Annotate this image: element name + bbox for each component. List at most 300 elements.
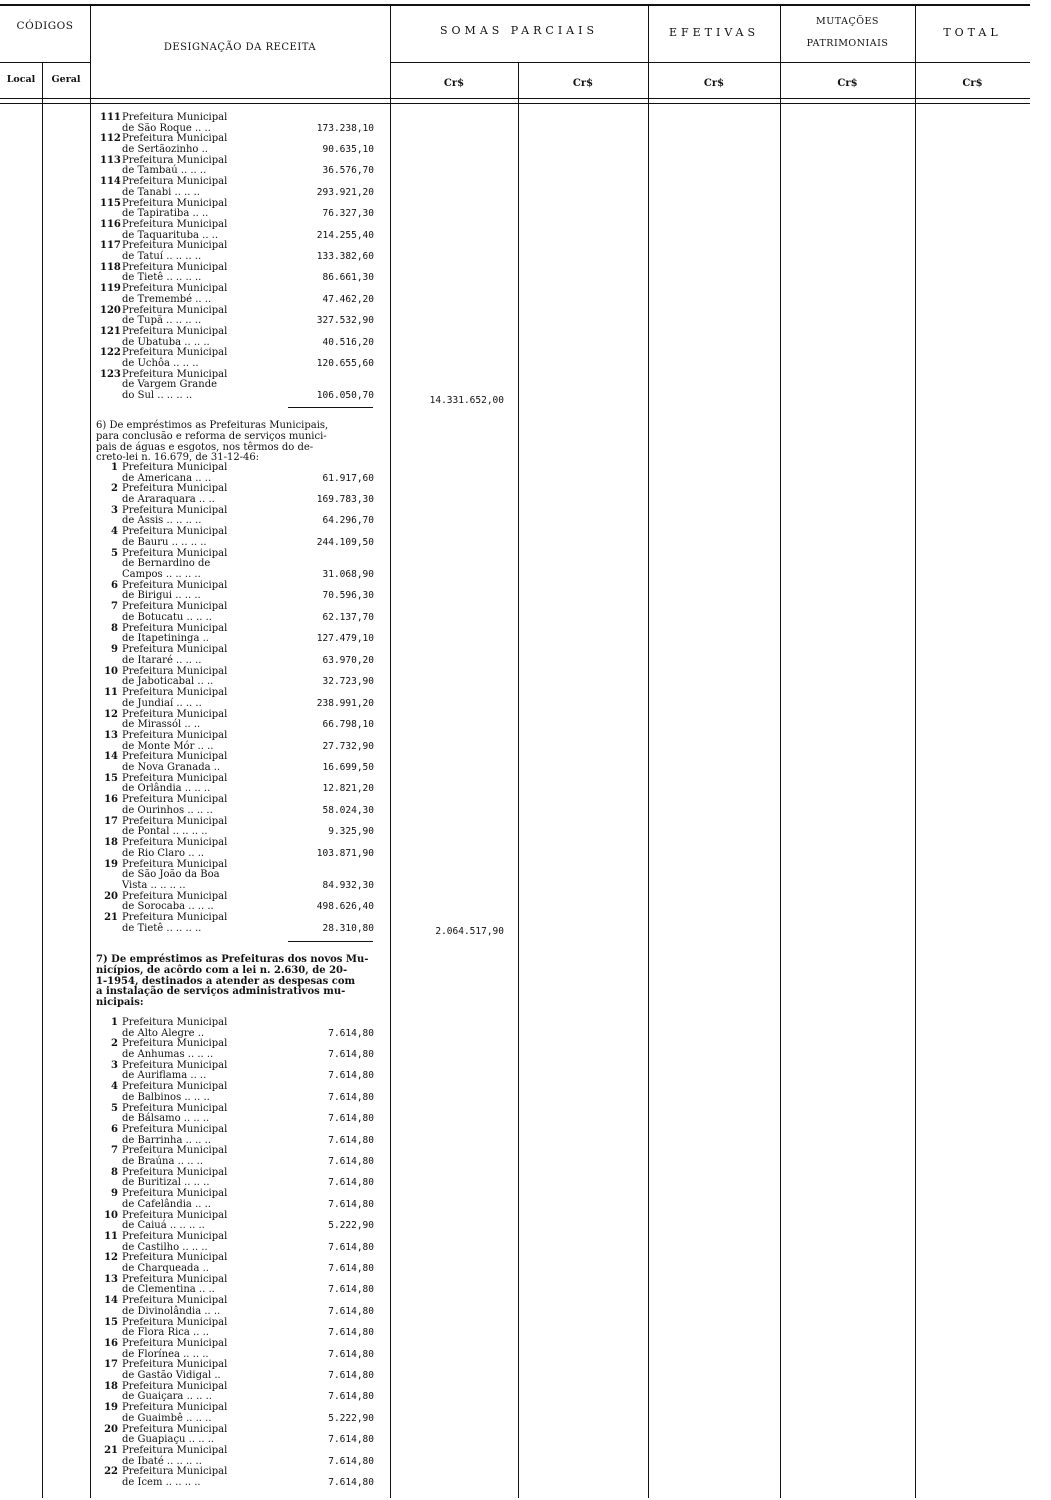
item-name-line: Prefeitura Municipal: [122, 708, 228, 720]
list-item: [100, 484, 400, 505]
item-value: 36.576,70: [322, 165, 374, 177]
item-name-line: Prefeitura Municipal: [122, 687, 228, 699]
unit-label: Cr$: [572, 78, 594, 89]
item-name-line: de Rio Claro .. ..: [122, 847, 205, 859]
item-name: [122, 241, 262, 262]
item-value: 5.222,90: [328, 1412, 374, 1424]
list-item: [100, 463, 400, 484]
item-name: [122, 306, 262, 327]
item-name-line: Prefeitura Municipal: [122, 1338, 228, 1349]
item-name-line: de Florínea .. .. ..: [122, 1348, 209, 1360]
item-name-line: de Gastão Vidigal ..: [122, 1369, 221, 1381]
item-name-line: Vista .. .. .. ..: [122, 879, 186, 891]
item-name: [122, 581, 262, 602]
list-item: [100, 348, 400, 369]
item-name: [122, 527, 262, 548]
item-name: [122, 838, 262, 859]
item-name-line: Prefeitura Municipal: [122, 1166, 228, 1178]
item-value: 120.655,60: [316, 357, 374, 369]
item-name-line: de São Roque .. ..: [122, 122, 211, 134]
item-number: 19: [104, 1402, 118, 1414]
subtotal-rule: [288, 407, 373, 408]
item-value: 7.614,80: [328, 1305, 374, 1317]
item-name-line: Prefeitura Municipal: [122, 197, 228, 209]
item-name-line: de Icem .. .. .. ..: [122, 1476, 201, 1488]
item-number: 15: [104, 1316, 118, 1328]
item-number: 4: [111, 526, 118, 538]
list-item: [100, 892, 400, 913]
item-number: 6: [111, 579, 118, 591]
list-item: [100, 1296, 400, 1317]
item-name: [122, 156, 262, 177]
item-name: [122, 774, 262, 795]
item-number: 123: [100, 368, 121, 380]
item-name-line: de Auriflama .. ..: [122, 1070, 207, 1082]
item-number: 11: [104, 1231, 118, 1242]
item-name: [122, 1168, 262, 1189]
paragraph-line: creto-lei n. 16.679, de 31-12-46:: [96, 452, 260, 464]
item-number: 13: [104, 730, 118, 741]
item-name-line: de Jundiaí .. .. ..: [122, 697, 202, 709]
header-designacao: DESIGNAÇÃO DA RECEITA: [163, 42, 317, 53]
item-name: [122, 177, 262, 198]
item-number: 3: [111, 1059, 118, 1071]
list-item: [100, 581, 400, 602]
item-number: 12: [104, 708, 118, 720]
item-number: 7: [111, 1145, 118, 1157]
item-value: 7.614,80: [328, 1113, 374, 1125]
list-item: [100, 667, 400, 688]
item-name: [122, 327, 262, 348]
item-name-line: de Assis .. .. .. ..: [122, 515, 202, 527]
item-number: 20: [104, 1423, 118, 1435]
item-value: 103.871,90: [316, 847, 374, 859]
item-name-line: de Jaboticabal .. ..: [122, 676, 214, 688]
item-number: 10: [104, 665, 118, 677]
item-name-line: Prefeitura Municipal: [122, 1273, 228, 1285]
header-somas-parciais: SOMAS PARCIAIS: [440, 24, 598, 37]
item-value: 244.109,50: [316, 536, 374, 548]
item-name-line: de Barrinha .. .. ..: [122, 1134, 212, 1146]
item-name-line: Prefeitura Municipal: [122, 912, 228, 924]
item-value: 7.614,80: [328, 1369, 374, 1381]
list-item: [100, 370, 400, 402]
list-item: [100, 1061, 400, 1082]
list-item: [100, 1339, 400, 1360]
item-name: [122, 667, 262, 688]
item-name: [122, 113, 262, 134]
item-name-line: Prefeitura Municipal: [122, 1059, 228, 1071]
item-name: [122, 284, 262, 305]
item-value: 7.614,80: [328, 1070, 374, 1082]
item-number: 16: [104, 1338, 118, 1349]
item-number: 1: [111, 1017, 118, 1028]
item-value: 84.932,30: [322, 879, 374, 891]
item-value: 7.614,80: [328, 1134, 374, 1146]
item-name-line: de Itapetininga ..: [122, 633, 209, 645]
item-value: 32.723,90: [322, 676, 374, 688]
item-number: 117: [100, 240, 121, 252]
list-item: [100, 624, 400, 645]
item-name-line: Prefeitura Municipal: [122, 1231, 228, 1242]
header-efetivas: EFETIVAS: [668, 26, 760, 39]
item-name-line: Prefeitura Municipal: [122, 1124, 228, 1135]
item-value: 293.921,20: [316, 186, 374, 198]
item-number: 111: [100, 112, 121, 123]
unit-label: Cr$: [837, 78, 858, 89]
list-item: [100, 1189, 400, 1210]
item-name-line: de Guaiçara .. .. ..: [122, 1391, 212, 1403]
item-number: 3: [111, 504, 118, 516]
item-name-line: Prefeitura Municipal: [122, 601, 228, 613]
item-name-line: de Castilho .. .. ..: [122, 1241, 208, 1253]
item-name-line: Prefeitura Municipal: [122, 730, 228, 741]
column-rule: [915, 4, 916, 1498]
item-name: [122, 624, 262, 645]
list-item: [100, 1425, 400, 1446]
item-name-line: Prefeitura Municipal: [122, 347, 228, 359]
list-item: [100, 1360, 400, 1381]
list-item: [100, 838, 400, 859]
item-name-line: de Divinolândia .. ..: [122, 1305, 221, 1317]
item-name-line: de Mirassól .. ..: [122, 719, 201, 731]
item-name: [122, 1318, 262, 1339]
paragraph-line: pais de águas e esgotos, nos têrmos do de-: [96, 441, 314, 453]
item-value: 127.479,10: [316, 633, 374, 645]
item-name-line: Prefeitura Municipal: [122, 1423, 228, 1435]
list-item: [100, 1104, 400, 1125]
header-bottom-rule-2: [0, 103, 1030, 104]
paragraph-line: para conclusão e reforma de serviços munici-: [96, 430, 327, 442]
item-number: 15: [104, 772, 118, 784]
item-name-line: de Sorocaba .. .. ..: [122, 901, 214, 913]
item-name: [122, 370, 262, 402]
list-item: [100, 527, 400, 548]
item-name: [122, 1039, 262, 1060]
item-name: [122, 913, 262, 934]
item-name: [122, 1467, 262, 1488]
item-name-line: de Bálsamo .. .. ..: [122, 1113, 210, 1125]
item-name-line: Prefeitura Municipal: [122, 133, 228, 145]
list-item: [100, 199, 400, 220]
header-geral: Geral: [51, 74, 81, 85]
item-name: [122, 1360, 262, 1381]
item-value: 7.614,80: [328, 1262, 374, 1274]
list-item: [100, 1146, 400, 1167]
item-number: 120: [100, 304, 121, 316]
item-name-line: de Botucatu .. .. ..: [122, 611, 212, 623]
item-number: 17: [104, 1359, 118, 1371]
item-value: 7.614,80: [328, 1155, 374, 1167]
item-name: [122, 1104, 262, 1125]
item-name-line: de Cafelândia .. ..: [122, 1198, 211, 1210]
item-name: [122, 1253, 262, 1274]
item-name-line: Prefeitura Municipal: [122, 1359, 228, 1371]
item-value: 47.462,20: [322, 293, 374, 305]
item-value: 86.661,30: [322, 272, 374, 284]
item-number: 2: [111, 1038, 118, 1050]
list-item: [100, 1253, 400, 1274]
item-name-line: de Anhumas .. .. ..: [122, 1048, 214, 1060]
item-name: [122, 710, 262, 731]
item-value: 7.614,80: [328, 1455, 374, 1467]
list-item: [100, 1082, 400, 1103]
item-name-line: Prefeitura Municipal: [122, 112, 228, 123]
item-name: [122, 892, 262, 913]
item-value: 61.917,60: [322, 472, 374, 484]
item-name-line: Prefeitura Municipal: [122, 261, 228, 273]
column-rule: [90, 4, 91, 1498]
item-value: 64.296,70: [322, 515, 374, 527]
item-name: [122, 795, 262, 816]
item-value: 7.614,80: [328, 1198, 374, 1210]
item-value: 238.991,20: [316, 697, 374, 709]
header-patrimoniais: PATRIMONIAIS: [806, 38, 889, 49]
item-name-line: de Alto Alegre ..: [122, 1027, 205, 1039]
item-name-line: de Tremembé .. ..: [122, 293, 212, 305]
item-name: [122, 199, 262, 220]
list-item: [100, 549, 400, 581]
item-number: 10: [104, 1209, 118, 1221]
item-name: [122, 1211, 262, 1232]
item-name-line: Prefeitura Municipal: [122, 526, 228, 538]
list-item: [100, 156, 400, 177]
codigos-split-rule: [0, 62, 90, 63]
list-item: [100, 1382, 400, 1403]
list-item: [100, 752, 400, 773]
item-name: [122, 1061, 262, 1082]
item-number: 9: [111, 644, 118, 656]
item-number: 8: [111, 1166, 118, 1178]
item-number: 121: [100, 326, 121, 337]
list-item: [100, 220, 400, 241]
item-number: 22: [104, 1466, 118, 1478]
item-name: [122, 1382, 262, 1403]
item-number: 14: [104, 751, 118, 763]
item-value: 9.325,90: [328, 826, 374, 838]
item-value: 169.783,30: [316, 494, 374, 506]
list-item: [100, 817, 400, 838]
item-name-line: Prefeitura Municipal: [122, 176, 228, 188]
item-number: 113: [100, 154, 121, 166]
item-name: [122, 752, 262, 773]
item-number: 20: [104, 890, 118, 902]
item-number: 11: [104, 687, 118, 699]
list-item: [100, 284, 400, 305]
item-name-line: de Flora Rica .. ..: [122, 1327, 209, 1339]
item-name-line: de Tietê .. .. .. ..: [122, 922, 202, 934]
item-number: 122: [100, 347, 121, 359]
list-item: [100, 645, 400, 666]
paragraph-group-6: [96, 421, 386, 464]
item-name-line: Prefeitura Municipal: [122, 1102, 228, 1114]
item-value: 106.050,70: [316, 390, 374, 401]
item-value: 12.821,20: [322, 783, 374, 795]
item-number: 5: [111, 547, 118, 559]
item-name-line: Prefeitura Municipal: [122, 219, 228, 230]
item-name: [122, 263, 262, 284]
item-number: 9: [111, 1188, 118, 1200]
item-name: [122, 348, 262, 369]
item-name-line: Prefeitura Municipal: [122, 1081, 228, 1093]
item-name-line: Prefeitura Municipal: [122, 326, 228, 337]
item-value: 7.614,80: [328, 1434, 374, 1446]
list-item: [100, 134, 400, 155]
item-name: [122, 549, 262, 581]
item-name-line: de Americana .. ..: [122, 472, 212, 484]
item-name-line: de Uchôa .. .. ..: [122, 357, 199, 369]
list-item: [100, 1125, 400, 1146]
item-name-line: de Ourinhos .. .. ..: [122, 804, 213, 816]
item-value: 90.635,10: [322, 143, 374, 155]
list-item: [100, 731, 400, 752]
item-name: [122, 1189, 262, 1210]
list-item: [100, 263, 400, 284]
item-name-line: Prefeitura Municipal: [122, 1445, 228, 1456]
item-number: 17: [104, 815, 118, 827]
item-name-line: de Tanabi .. .. ..: [122, 186, 200, 198]
list-item: [100, 1211, 400, 1232]
item-name-line: de Tietê .. .. .. ..: [122, 272, 202, 284]
item-value: 31.068,90: [322, 569, 374, 580]
item-value: 40.516,20: [322, 336, 374, 348]
item-name: [122, 817, 262, 838]
item-name: [122, 1275, 262, 1296]
item-value: 7.614,80: [328, 1327, 374, 1339]
item-name-line: de Bauru .. .. .. ..: [122, 536, 207, 548]
list-item: [100, 774, 400, 795]
unit-label: Cr$: [703, 78, 725, 89]
item-name: [122, 1446, 262, 1467]
item-value: 7.614,80: [328, 1284, 374, 1296]
column-rule: [42, 62, 43, 1498]
item-name: [122, 506, 262, 527]
item-name-line: Prefeitura Municipal: [122, 579, 228, 591]
list-item: [100, 860, 400, 892]
item-name-line: Prefeitura Municipal: [122, 665, 228, 677]
list-item: [100, 241, 400, 262]
item-number: 4: [111, 1081, 118, 1093]
list-item: [100, 1018, 400, 1039]
item-value: 27.732,90: [322, 740, 374, 752]
item-name-line: Prefeitura Municipal: [122, 240, 228, 252]
header-codigos: CÓDIGOS: [16, 20, 74, 32]
item-name-line: Prefeitura Municipal: [122, 1316, 228, 1328]
item-value: 5.222,90: [328, 1220, 374, 1232]
item-name-line: de Araraquara .. ..: [122, 494, 215, 506]
item-value: 7.614,80: [328, 1348, 374, 1360]
item-name-line: Prefeitura Municipal: [122, 858, 228, 870]
list-item: [100, 177, 400, 198]
item-value: 58.024,30: [322, 804, 374, 816]
item-number: 5: [111, 1102, 118, 1114]
item-value: 62.137,70: [322, 611, 374, 623]
list-item: [100, 113, 400, 134]
paragraph-line: 1-1954, destinados a atender as despesas com: [96, 975, 356, 987]
item-name-line: Prefeitura Municipal: [122, 815, 228, 827]
column-rule: [518, 62, 519, 1498]
item-name: [122, 484, 262, 505]
item-number: 8: [111, 622, 118, 634]
item-number: 116: [100, 219, 121, 230]
list-item: [100, 710, 400, 731]
item-value: 7.614,80: [328, 1091, 374, 1103]
item-name: [122, 602, 262, 623]
item-name: [122, 220, 262, 241]
item-name-line: de Orlândia .. .. ..: [122, 783, 211, 795]
item-value: 498.626,40: [316, 901, 374, 913]
item-number: 119: [100, 283, 121, 295]
item-number: 118: [100, 261, 121, 273]
item-number: 114: [100, 176, 121, 188]
item-number: 21: [104, 1445, 118, 1456]
item-value: 7.614,80: [328, 1027, 374, 1039]
item-value: 70.596,30: [322, 590, 374, 602]
partial-sum-group-6: 2.064.517,90: [435, 926, 504, 937]
item-name-line: de Balbinos .. .. ..: [122, 1091, 210, 1103]
subtotal-rule: [288, 941, 373, 942]
item-value: 173.238,10: [316, 122, 374, 134]
item-name: [122, 1232, 262, 1253]
item-name-line: de Sertãozinho ..: [122, 143, 208, 155]
item-name-line: de Buritizal .. .. ..: [122, 1177, 210, 1189]
item-name: [122, 1403, 262, 1424]
item-name-line: de Monte Mór .. ..: [122, 740, 214, 752]
item-number: 7: [111, 601, 118, 613]
item-name-line: Prefeitura Municipal: [122, 1402, 228, 1414]
header-mid-rule: [390, 62, 1030, 63]
item-name: [122, 1146, 262, 1167]
list-item: [100, 913, 400, 934]
item-name-line: Prefeitura Municipal: [122, 1466, 228, 1478]
item-name-line: de Tupã .. .. .. ..: [122, 315, 202, 327]
item-value: 7.614,80: [328, 1048, 374, 1060]
item-name-line: Prefeitura Municipal: [122, 1017, 228, 1028]
paragraph-group-7: [96, 955, 386, 1009]
item-name-line: Prefeitura Municipal: [122, 751, 228, 763]
list-item: [100, 1039, 400, 1060]
item-value: 7.614,80: [328, 1476, 374, 1488]
item-value: 7.614,80: [328, 1177, 374, 1189]
paragraph-line: nicípios, de acôrdo com a lei n. 2.630, de 20-: [96, 964, 348, 976]
item-name-line: de Birigui .. .. ..: [122, 590, 201, 602]
item-number: 21: [104, 912, 118, 924]
item-name-line: Prefeitura Municipal: [122, 462, 228, 473]
item-name-line: Prefeitura Municipal: [122, 644, 228, 656]
list-item: [100, 795, 400, 816]
item-number: 18: [104, 1380, 118, 1392]
list-item: [100, 506, 400, 527]
item-name-line: Prefeitura Municipal: [122, 483, 228, 495]
list-item: [100, 1275, 400, 1296]
list-item: [100, 1467, 400, 1488]
item-name-line: Prefeitura Municipal: [122, 504, 228, 516]
item-name-line: Prefeitura Municipal: [122, 890, 228, 902]
item-name-line: Prefeitura Municipal: [122, 1209, 228, 1221]
item-value: 7.614,80: [328, 1391, 374, 1403]
item-value: 63.970,20: [322, 654, 374, 666]
column-rule: [648, 4, 649, 1498]
item-name-line: de Tatuí .. .. .. ..: [122, 250, 202, 262]
item-name-line: Prefeitura Municipal: [122, 154, 228, 166]
list-item: [100, 306, 400, 327]
item-name: [122, 645, 262, 666]
header-bottom-rule-1: [0, 98, 1030, 99]
item-name-line: de Ubatuba .. .. ..: [122, 336, 210, 348]
list-item: [100, 1168, 400, 1189]
item-name: [122, 1339, 262, 1360]
header-total: TOTAL: [943, 26, 1002, 39]
